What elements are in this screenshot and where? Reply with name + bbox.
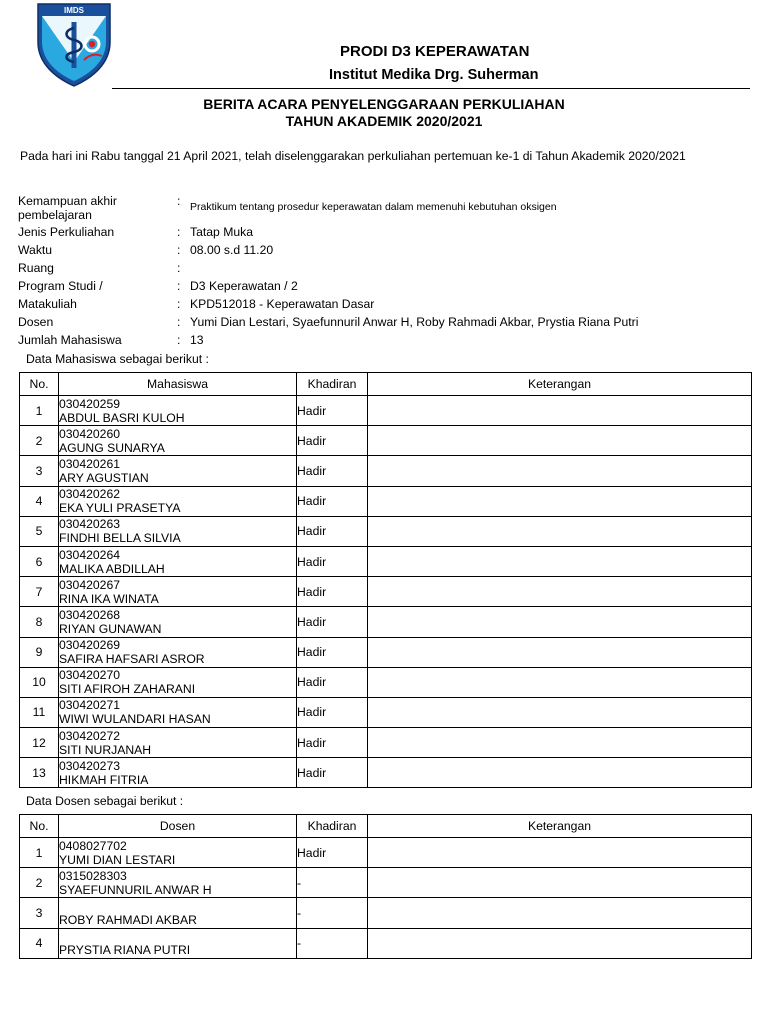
students-table [19,372,752,788]
header-divider [112,88,750,89]
table-row [20,667,752,697]
person-cell [59,577,297,607]
row-number: 1 [20,838,59,868]
info-value: Tatap Muka [190,225,254,239]
note-cell [368,516,752,546]
info-colon: : [177,194,181,208]
attendance-cell: Hadir [297,426,368,456]
person-name: YUMI DIAN LESTARI [59,852,176,867]
attendance-cell: Hadir [297,728,368,758]
attendance-cell: Hadir [297,607,368,637]
person-id [59,899,296,913]
attendance-cell: - [297,868,368,898]
note-cell [368,637,752,667]
person-id: 030420259 [59,396,121,411]
note-cell [368,928,752,958]
attendance-cell: Hadir [297,838,368,868]
person-name: ABDUL BASRI KULOH [59,410,185,425]
attendance-cell: Hadir [297,758,368,788]
row-number: 13 [20,758,59,788]
row-number: 4 [20,928,59,958]
attendance-cell: Hadir [297,697,368,727]
note-cell [368,697,752,727]
row-number: 2 [20,426,59,456]
note-cell [368,758,752,788]
note-cell [368,426,752,456]
person-name: AGUNG SUNARYA [59,440,165,455]
note-cell [368,898,752,928]
person-id: 030420264 [59,547,121,562]
institution-logo [36,2,112,88]
person-id [59,929,296,943]
row-number: 11 [20,697,59,727]
info-value: 08.00 s.d 11.20 [190,243,274,257]
row-number: 6 [20,546,59,576]
table-row [20,838,752,868]
info-label: Dosen [18,315,54,329]
info-label: Matakuliah [18,297,77,311]
document-subtitle: TAHUN AKADEMIK 2020/2021 [285,113,483,129]
table-row [20,607,752,637]
person-name: SITI NURJANAH [59,742,152,757]
person-id: 030420267 [59,577,121,592]
info-value: 13 [190,333,204,347]
person-name: ROBY RAHMADI AKBAR [59,912,197,927]
info-colon: : [177,261,181,275]
person-id: 030420261 [59,456,121,471]
person-name: SITI AFIROH ZAHARANI [59,682,196,697]
person-cell [59,728,297,758]
row-number: 7 [20,577,59,607]
table-row [20,898,752,928]
person-cell [59,516,297,546]
note-cell [368,486,752,516]
attendance-cell: Hadir [297,637,368,667]
note-cell [368,577,752,607]
info-colon: : [177,243,181,257]
document-title: BERITA ACARA PENYELENGGARAAN PERKULIAHAN [203,96,565,112]
info-value: Yumi Dian Lestari, Syaefunnuril Anwar H, Roby Rahmadi Akbar, Prystia Riana Putri [190,315,639,329]
attendance-cell: Hadir [297,546,368,576]
person-name: FINDHI BELLA SILVIA [59,531,181,546]
program-name: PRODI D3 KEPERAWATAN [340,43,530,60]
note-cell [368,667,752,697]
table-row [20,396,752,426]
table-row [20,758,752,788]
table-row [20,546,752,576]
attendance-cell: Hadir [297,667,368,697]
table-header-row [20,815,752,838]
person-cell [59,898,297,928]
person-cell [59,667,297,697]
attendance-cell: - [297,928,368,958]
info-colon: : [177,315,181,329]
person-cell [59,396,297,426]
info-colon: : [177,333,181,347]
column-header-note: Keterangan [368,815,752,838]
row-number: 10 [20,667,59,697]
info-label: Ruang [18,261,54,275]
table-row [20,426,752,456]
person-id: 0315028303 [59,868,127,883]
info-label: Jenis Perkuliahan [18,225,115,239]
person-name: HIKMAH FITRIA [59,772,149,787]
row-number: 4 [20,486,59,516]
lecturers-table-body [20,838,752,959]
info-label: Program Studi / [18,279,103,293]
person-name: EKA YULI PRASETYA [59,501,181,516]
logo-text: IMDS [64,6,84,15]
row-number: 9 [20,637,59,667]
table-row [20,516,752,546]
row-number: 2 [20,868,59,898]
info-value: Praktikum tentang prosedur keperawatan dalam memenuhi kebutuhan oksigen [190,201,557,213]
person-id: 0408027702 [59,838,127,853]
info-value: D3 Keperawatan / 2 [190,279,298,293]
person-cell [59,546,297,576]
attendance-cell: Hadir [297,396,368,426]
column-header-no: No. [20,815,59,838]
note-cell [368,607,752,637]
column-header-attendance: Khadiran [297,815,368,838]
info-colon: : [177,297,181,311]
person-name: WIWI WULANDARI HASAN [59,712,211,727]
info-colon: : [177,279,181,293]
table-row [20,637,752,667]
intro-paragraph: Pada hari ini Rabu tanggal 21 April 2021, telah diselenggarakan perkuliahan pertemuan ke-1 di Tahun Akademik 2020/2021 [20,149,686,163]
person-cell [59,868,297,898]
person-cell [59,456,297,486]
person-id: 030420260 [59,426,121,441]
table-row [20,577,752,607]
table-row [20,868,752,898]
attendance-cell: Hadir [297,516,368,546]
table-row [20,486,752,516]
person-id: 030420269 [59,638,121,653]
column-header-student: Mahasiswa [59,373,297,396]
person-cell [59,928,297,958]
person-name: RIYAN GUNAWAN [59,621,162,636]
note-cell [368,396,752,426]
lecturers-caption: Data Dosen sebagai berikut : [26,794,184,808]
attendance-cell: Hadir [297,456,368,486]
table-row [20,697,752,727]
table-row [20,728,752,758]
person-name: MALIKA ABDILLAH [59,561,165,576]
person-cell [59,607,297,637]
person-name: SYAEFUNNURIL ANWAR H [59,882,212,897]
students-table-body [20,396,752,788]
person-id: 030420262 [59,487,121,502]
info-colon: : [177,225,181,239]
note-cell [368,456,752,486]
table-header-row [20,373,752,396]
info-label: Kemampuan akhir pembelajaran [18,194,117,222]
note-cell [368,546,752,576]
column-header-attendance: Khadiran [297,373,368,396]
column-header-note: Keterangan [368,373,752,396]
row-number: 1 [20,396,59,426]
person-id: 030420272 [59,728,121,743]
note-cell [368,838,752,868]
students-caption: Data Mahasiswa sebagai berikut : [26,352,209,366]
row-number: 12 [20,728,59,758]
info-label: Jumlah Mahasiswa [18,333,122,347]
lecturers-table [19,814,752,959]
table-row [20,456,752,486]
person-cell [59,426,297,456]
info-value: KPD512018 - Keperawatan Dasar [190,297,375,311]
row-number: 3 [20,898,59,928]
table-row [20,928,752,958]
person-id: 030420271 [59,698,121,713]
person-name: PRYSTIA RIANA PUTRI [59,943,191,958]
attendance-cell: - [297,898,368,928]
person-id: 030420270 [59,668,121,683]
column-header-no: No. [20,373,59,396]
row-number: 5 [20,516,59,546]
note-cell [368,868,752,898]
institution-name: Institut Medika Drg. Suherman [329,67,539,83]
row-number: 8 [20,607,59,637]
person-name: SAFIRA HAFSARI ASROR [59,652,205,667]
person-cell [59,838,297,868]
column-header-lecturer: Dosen [59,815,297,838]
attendance-cell: Hadir [297,577,368,607]
person-cell [59,697,297,727]
person-cell [59,486,297,516]
row-number: 3 [20,456,59,486]
person-id: 030420263 [59,517,121,532]
person-name: RINA IKA WINATA [59,591,159,606]
person-id: 030420268 [59,607,121,622]
person-cell [59,758,297,788]
note-cell [368,728,752,758]
person-id: 030420273 [59,758,121,773]
info-label: Waktu [18,243,53,257]
attendance-cell: Hadir [297,486,368,516]
person-name: ARY AGUSTIAN [59,470,149,485]
person-cell [59,637,297,667]
